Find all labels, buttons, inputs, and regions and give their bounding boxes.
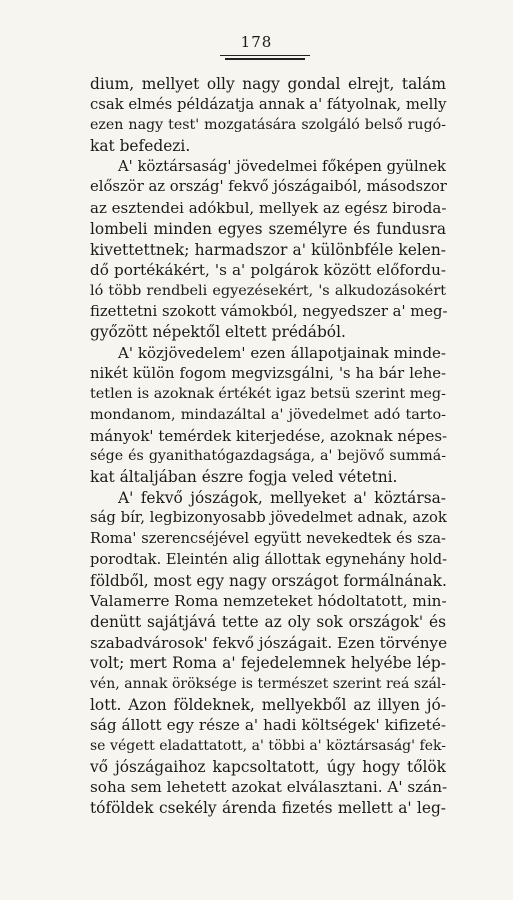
text-line: A' köztársaság' jövedelmei főképen gyülnek (118, 157, 446, 175)
text-line: mondanom, mindazáltal a' jövedelmet adó tarto- (90, 407, 446, 423)
text-line: dő portékákért, 's a' polgárok között előfordu- (90, 261, 446, 280)
text-line: ság állott egy része a' hadi költségek' kifizeté- (90, 716, 446, 735)
text-line: soha sem lehetett azokat elválasztani. A' szán- (90, 778, 448, 797)
text-line: se végett eladattatott, a' többi a' köztársaság' fek- (90, 738, 446, 754)
text-line: földből, most egy nagy országot formálnának. (90, 571, 447, 590)
text-line: denütt sajátjává tette az oly sok országok' és (90, 612, 446, 631)
text-line: dium, mellyet olly nagy gondal elrejt, talám (90, 75, 446, 93)
text-line: győzött népektől eltett prédából. (90, 323, 346, 342)
header-rule (220, 55, 310, 56)
text-line: ló több rendbeli egyezésekért, 's alkudozásokért (90, 282, 446, 299)
text-line: Roma' szerencséjével együtt nevekedtek és sza- (90, 530, 446, 548)
text-line: először az ország' fekvő jószágaiból, másodszor (90, 178, 447, 196)
text-line: fizettetni szokott vámokból, negyedszer a' meg- (90, 302, 448, 320)
text-line: porodtak. Eleintén alig állottak egynehány hold- (90, 550, 447, 568)
text-line: kat befedezi. (90, 137, 191, 156)
text-line: lott. Azon földeknek, mellyekből az illyen jó- (90, 695, 446, 714)
text-line: vén, annak öröksége is természet szerint reá szál- (90, 675, 446, 692)
body-text (90, 74, 446, 819)
text-line: tetlen is azoknak értékét igaz betsü szerint meg- (90, 386, 446, 403)
text-line: nikét külön fogom megvizsgálni, 's ha bár lehe- (90, 364, 446, 382)
text-line: az esztendei adókbul, mellyek az egész biroda- (90, 199, 447, 218)
text-line: sége és gyanithatógazdagsága, a' bejövő summá- (90, 448, 446, 465)
text-line: kat általjában észre fogja veled vétetni. (90, 468, 398, 487)
text-line: volt; mert Roma a' fejedelemnek helyébe lép- (90, 654, 446, 673)
text-line: tóföldek csekély árenda fizetés mellett a' leg- (90, 799, 446, 818)
text-line: Valamerre Roma nemzeteket hódoltatott, min- (90, 592, 447, 611)
text-line: lombeli minden egyes személyre és fundusra (90, 219, 446, 238)
text-line: A' közjövedelem' ezen állapotjainak minde- (118, 343, 446, 362)
text-line: vő jószágaihoz kapcsoltatott, úgy hogy tőlök (90, 757, 446, 776)
text-line: mányok' temérdek kiterjedése, azoknak népes- (90, 426, 448, 445)
text-line: ság bír, legbizonyosabb jövedelmet adnak, azok (90, 509, 447, 527)
text-line: ezen nagy test' mozgatására szolgáló belső rugó- (90, 117, 446, 134)
text-line: kivettettnek; harmadszor a' különbféle kelen- (90, 240, 446, 259)
text-line: A' fekvő jószágok, mellyeket a' köztársa- (118, 488, 446, 507)
text-line: szabadvárosok' fekvő jószágait. Ezen törvénye (90, 633, 448, 652)
page-number: 178 (240, 33, 273, 51)
text-line: csak elmés példázatja annak a' fátyolnak, melly (90, 95, 447, 113)
